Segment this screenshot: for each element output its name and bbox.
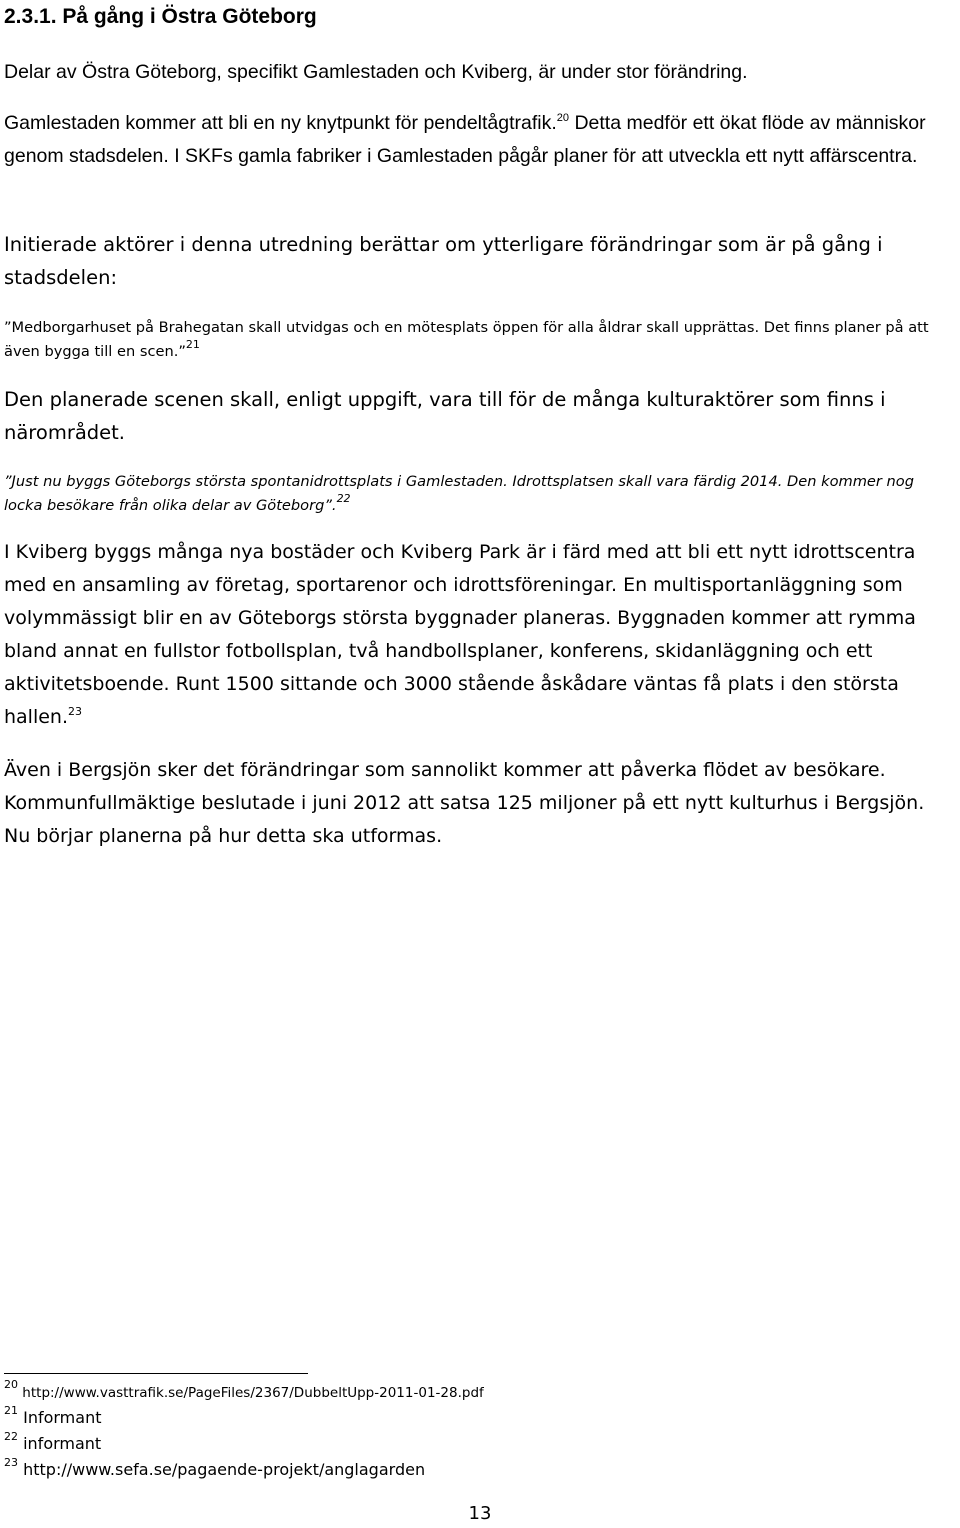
footnote-number: 22	[4, 1430, 18, 1443]
paragraph-bergsjon: Även i Bergsjön sker det förändringar som sannolikt kommer att påverka flödet av besökare. Kommunfullmäktige beslutade i juni 2012 att satsa 125 miljoner på ett nytt kulturhus i Bergsjön. Nu börjar planerna på hur detta ska utformas.	[4, 759, 925, 847]
paragraph-kviberg	[4, 536, 956, 734]
paragraph-actors: Initierade aktörer i denna utredning berättar om ytterligare förändringar som är på gång i stadsdelen:	[4, 233, 883, 289]
footnote-ref-20: 20	[556, 112, 570, 124]
paragraph-gamlestaden-text-a: Gamlestaden kommer att bli en ny knytpunkt för pendeltågtrafik.	[4, 112, 557, 134]
paragraph-scene: Den planerade scenen skall, enligt uppgift, vara till för de många kulturaktörer som finns i närområdet.	[4, 388, 886, 444]
footnote-text: informant	[23, 1434, 102, 1453]
footnote-text: Informant	[23, 1408, 102, 1427]
footnote-number: 23	[4, 1456, 18, 1469]
page-number: 13	[468, 1503, 492, 1524]
footnote-20	[4, 1380, 484, 1406]
quote-idrottsplats-text: ”Just nu byggs Göteborgs största spontanidrottsplats i Gamlestaden. Idrottsplatsen skall vara färdig 2014. Den kommer nog locka besökare från olika delar av Göteborg”.	[4, 473, 914, 514]
footnote-text: http://www.sefa.se/pagaende-projekt/anglagarden	[23, 1460, 426, 1479]
footnote-separator	[4, 1373, 308, 1374]
paragraph-kviberg-text: I Kviberg byggs många nya bostäder och Kviberg Park är i färd med att bli ett nytt idrottscentra med en ansamling av företag, sportarenor och idrottsföreningar. En multisportanläggning som volymmässigt blir en av Göteborgs största byggnader planeras. Byggnaden kommer att rymma bland annat en fullstor fotbollsplan, två handbollsplaner, konferens, skidanläggning och ett aktivitetsboende. Runt 1500 sittande och 3000 stående åskådare väntas få plats i den största hallen.	[4, 541, 916, 728]
paragraph-gamlestaden-text-b: Detta medför ett ökat flöde av människor genom stadsdelen. I SKFs gamla fabriker i Gamlestaden pågår planer för att utveckla ett nytt affärscentra.	[4, 112, 926, 167]
quote-medborgarhuset	[4, 316, 956, 364]
quote-medborgarhuset-text: ”Medborgarhuset på Brahegatan skall utvidgas och en mötesplats öppen för alla åldrar skall upprättas. Det finns planer på att även bygga till en scen.”	[4, 319, 929, 360]
footnote-ref-22: 22	[336, 492, 351, 505]
footnote-number: 21	[4, 1404, 18, 1417]
footnote-22	[4, 1431, 101, 1457]
section-heading: 2.3.1. På gång i Östra Göteborg	[4, 5, 317, 28]
quote-idrottsplats	[4, 470, 956, 518]
footnote-21	[4, 1405, 101, 1431]
paragraph-intro: Delar av Östra Göteborg, specifikt Gamlestaden och Kviberg, är under stor förändring.	[4, 61, 748, 83]
footnote-ref-23: 23	[68, 705, 83, 718]
footnote-23	[4, 1457, 425, 1483]
footnote-text: http://www.vasttrafik.se/PageFiles/2367/DubbeltUpp-2011-01-28.pdf	[22, 1385, 484, 1401]
paragraph-gamlestaden	[4, 107, 956, 173]
footnote-number: 20	[4, 1378, 18, 1391]
footnote-ref-21: 21	[185, 338, 200, 351]
